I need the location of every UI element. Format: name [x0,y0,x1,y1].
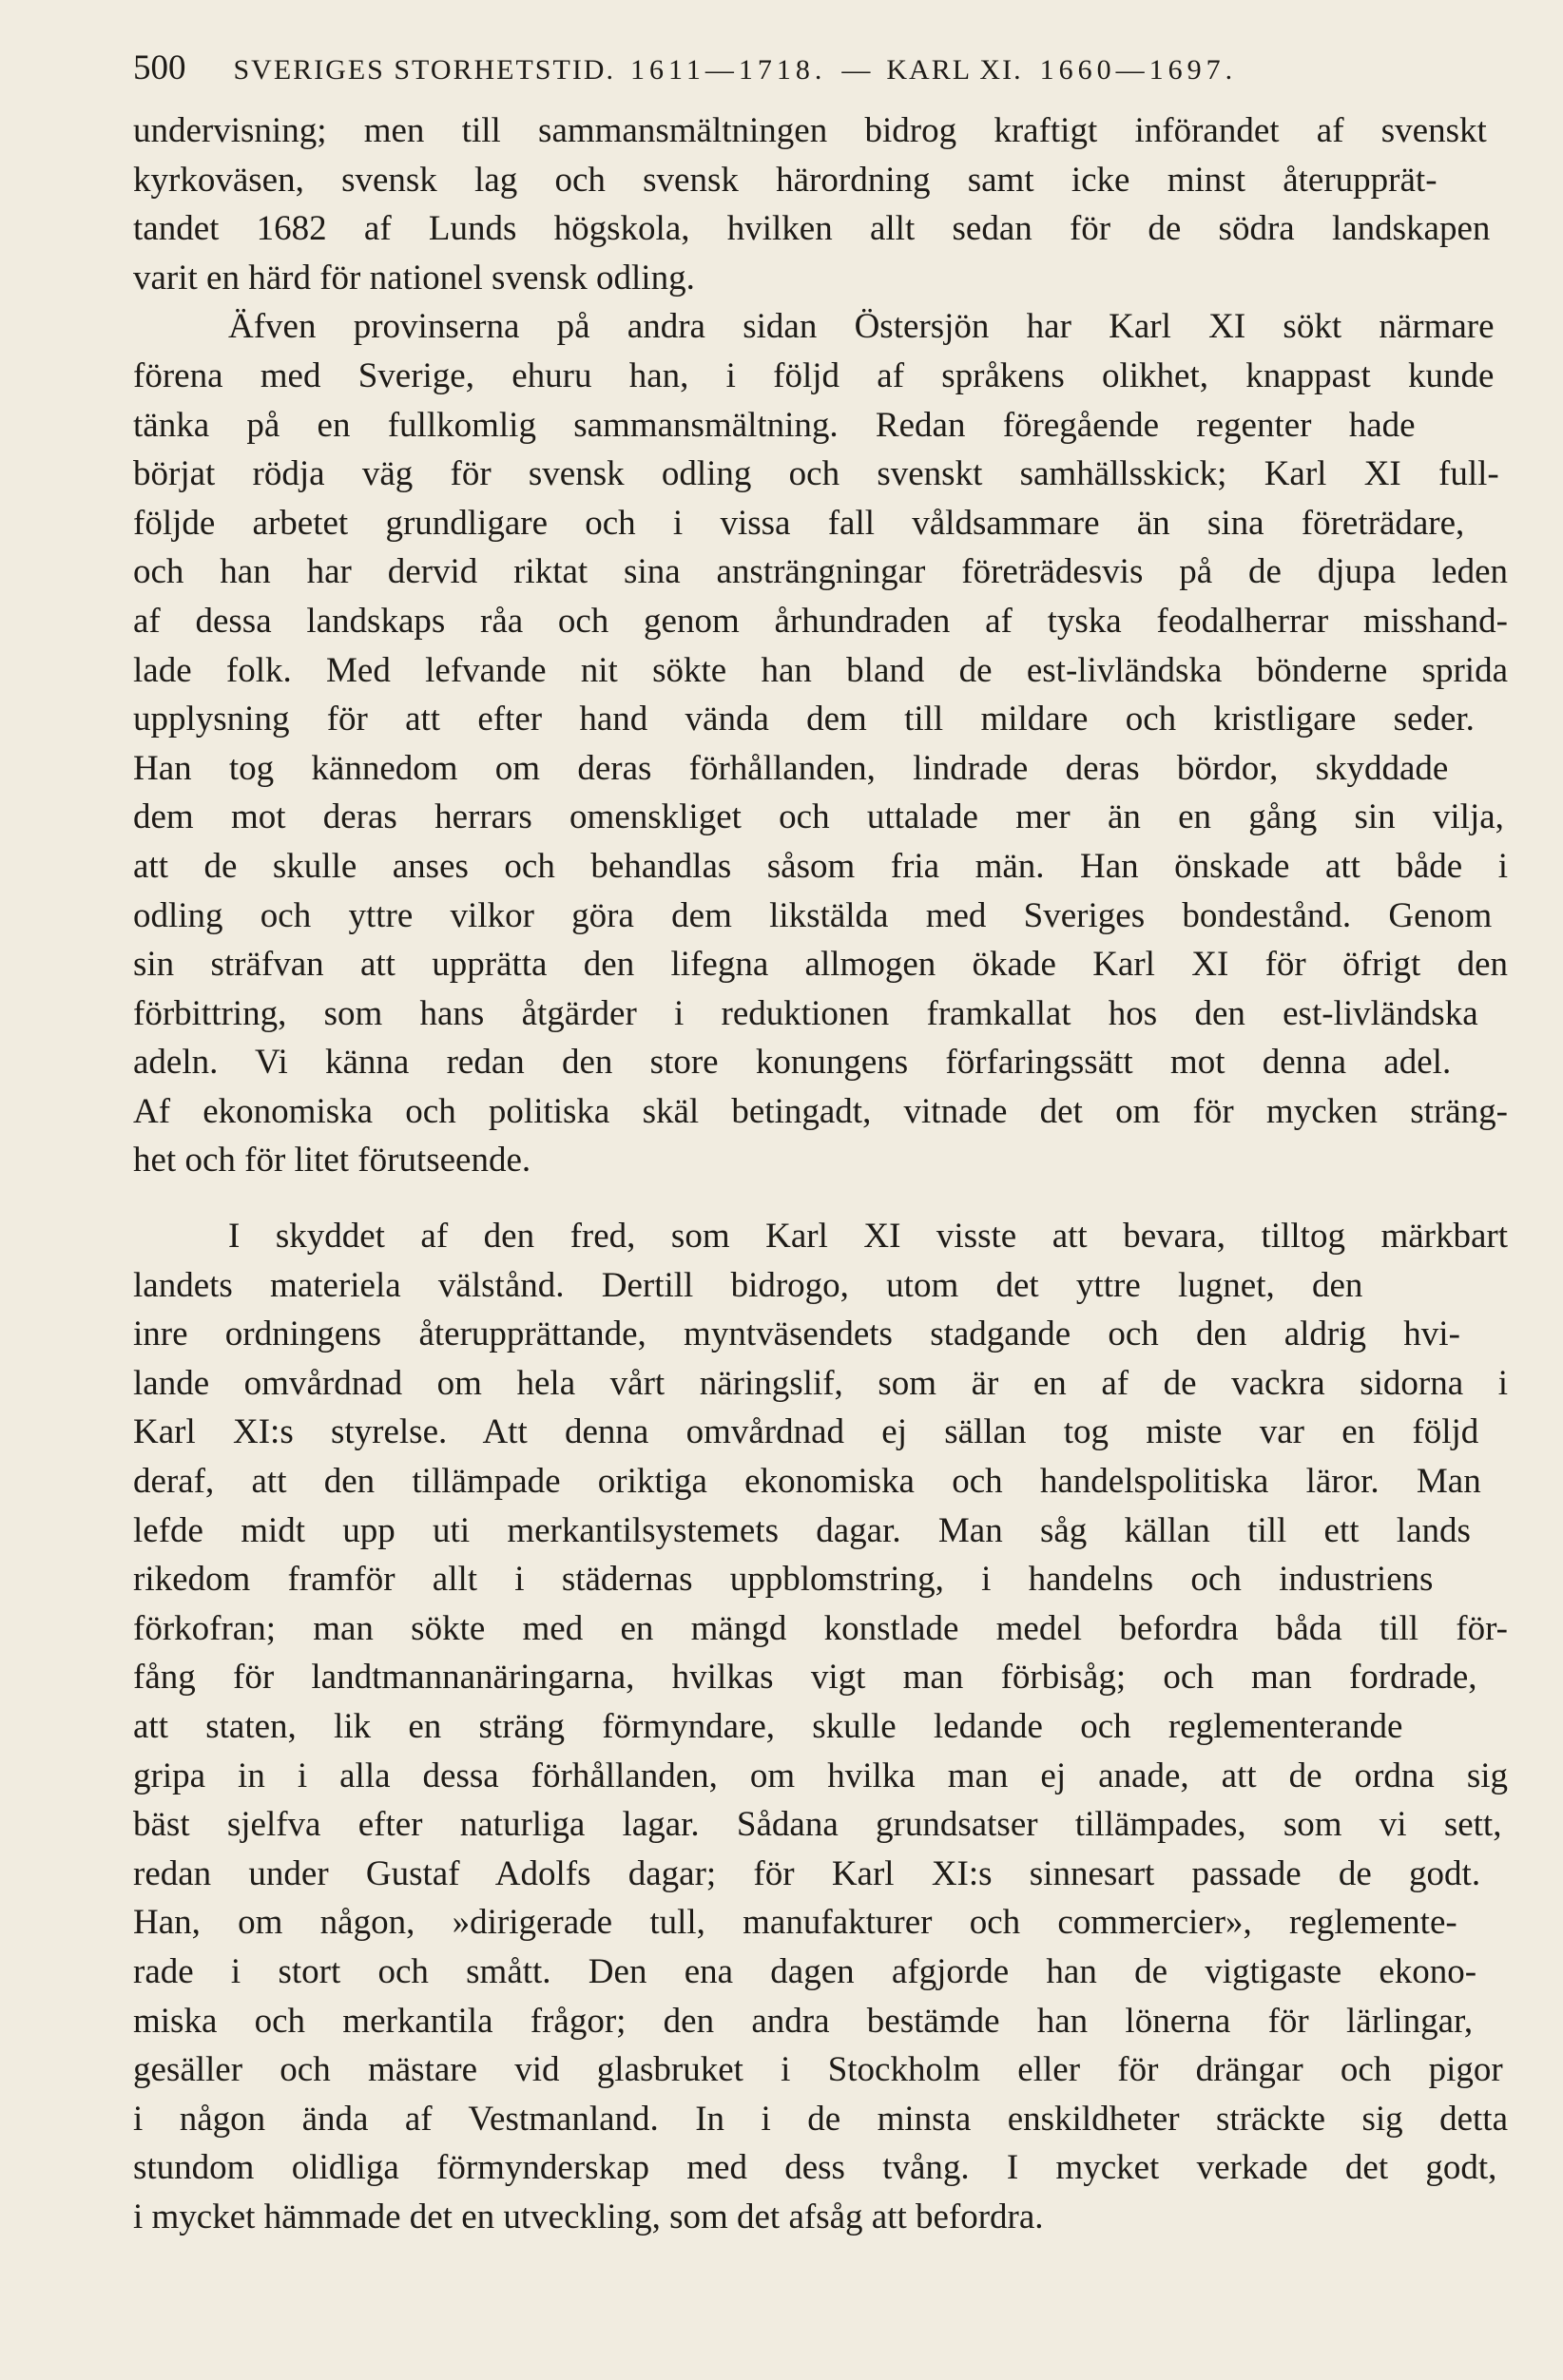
text-line: undervisning; men till sammansmältningen bidrog kraftigt införandet af svenskt [133,111,1487,150]
text-line: adeln. Vi känna redan den store konungens förfaringssätt mot denna adel. [133,1043,1452,1083]
text-line: upplysning för att efter hand vända dem till mildare och kristligare seder. [133,700,1475,739]
paragraph [133,1212,1512,2241]
text-line: kyrkoväsen, svensk lag och svensk härordning samt icke minst återupprät- [133,160,1438,200]
text-line: fång för landtmannanäringarna, hvilkas vigt man förbisåg; och man fordrade, [133,1658,1477,1698]
text-line: varit en härd för nationel svensk odling. [133,258,695,298]
text-line: redan under Gustaf Adolfs dagar; för Karl XI:s sinnesart passade de godt. [133,1853,1481,1893]
text-line: börjat rödja väg för svensk odling och svenskt samhällsskick; Karl XI full- [133,454,1499,494]
header-separator: — [841,54,872,86]
text-line: miska och merkantila frågor; den andra bestämde han lönerna för lärlingar, [133,2001,1474,2041]
text-line: Han, om någon, »dirigerade tull, manufakturer och commercier», reglemente- [133,1903,1457,1943]
body-text [133,106,1512,2242]
text-line: Han tog kännedom om deras förhållanden, lindrade deras bördor, skyddade [133,748,1449,788]
text-line: lade folk. Med lefvande nit sökte han bland de est-livländska bönderne sprida [133,650,1508,690]
book-title: SVERIGES STORHETSTID. [233,54,615,86]
text-line: och han har dervid riktat sina ansträngningar företrädesvis på de djupa leden [133,552,1508,592]
text-line: lefde midt upp uti merkantilsystemets dagar. Man såg källan till ett lands [133,1510,1471,1550]
page-number: 500 [133,48,186,87]
era-years: 1611—1718. [629,54,827,86]
text-line: tandet 1682 af Lunds högskola, hvilken allt sedan för de södra landskapen [133,209,1491,249]
text-line: tänka på en fullkomlig sammansmältning. Redan föregående regenter hade [133,405,1416,445]
text-line: I skyddet af den fred, som Karl XI visste att bevara, tilltog märkbart [228,1217,1508,1257]
text-line: förena med Sverige, ehuru han, i följd af språkens olikhet, knappast kunde [133,355,1495,395]
text-line: deraf, att den tillämpade oriktiga ekonomiska och handelspolitiska läror. Man [133,1462,1481,1502]
running-header [133,48,1417,88]
paragraph-gap [133,1185,1512,1212]
text-line: het och för litet förutseende. [133,1141,531,1180]
text-line: att staten, lik en sträng förmyndare, skulle ledande och reglementerande [133,1707,1403,1746]
text-line: Af ekonomiska och politiska skäl betingadt, vitnade det om för mycken sträng- [133,1091,1508,1131]
text-line: landets materiela välstånd. Dertill bidrogo, utom det yttre lugnet, den [133,1265,1363,1305]
text-line: att de skulle anses och behandlas såsom fria män. Han önskade att både i [133,846,1508,886]
text-line: förbittring, som hans åtgärder i reduktionen framkallat hos den est-livländska [133,993,1478,1033]
text-line: rade i stort och smått. Den ena dagen afgjorde han de vigtigaste ekono- [133,1951,1477,1991]
text-line: stundom olidliga förmynderskap med dess tvång. I mycket verkade det godt, [133,2148,1497,2188]
text-line: dem mot deras herrars omenskliget och uttalade mer än en gång sin vilja, [133,797,1504,837]
chapter-title: KARL XI. [886,54,1023,86]
text-line: lande omvårdnad om hela vårt näringslif, som är en af de vackra sidorna i [133,1363,1508,1403]
text-line: i mycket hämmade det en utveckling, som det afsåg att befordra. [133,2197,1044,2236]
text-line: gesäller och mästare vid glasbruket i Stockholm eller för drängar och pigor [133,2050,1503,2090]
text-line: gripa in i alla dessa förhållanden, om hvilka man ej anade, att de ordna sig [133,1756,1508,1795]
paragraph [133,302,1512,1185]
text-line: Äfven provinserna på andra sidan Östersjön har Karl XI sökt närmare [228,307,1495,347]
text-line: sin sträfvan att upprätta den lifegna allmogen ökade Karl XI för öfrigt den [133,945,1508,985]
text-line: följde arbetet grundligare och i vissa fall våldsammare än sina företrädare, [133,503,1465,543]
reign-years: 1660—1697. [1039,54,1238,86]
text-line: odling och yttre vilkor göra dem likstälda med Sveriges bondestånd. Genom [133,895,1493,935]
text-line: förkofran; man sökte med en mängd konstlade medel befordra båda till för- [133,1608,1508,1648]
text-line: af dessa landskaps råa och genom århundraden af tyska feodalherrar misshand- [133,601,1508,641]
text-line: inre ordningens återupprättande, myntväsendets stadgande och den aldrig hvi- [133,1315,1460,1354]
text-line: i någon ända af Vestmanland. In i de minsta enskildheter sträckte sig detta [133,2099,1508,2139]
text-line: rikedom framför allt i städernas uppblomstring, i handelns och industriens [133,1560,1434,1600]
text-line: bäst sjelfva efter naturliga lagar. Sådana grundsatser tillämpades, som vi sett, [133,1805,1502,1845]
paragraph [133,106,1512,302]
text-line: Karl XI:s styrelse. Att denna omvårdnad ej sällan tog miste var en följd [133,1412,1479,1452]
